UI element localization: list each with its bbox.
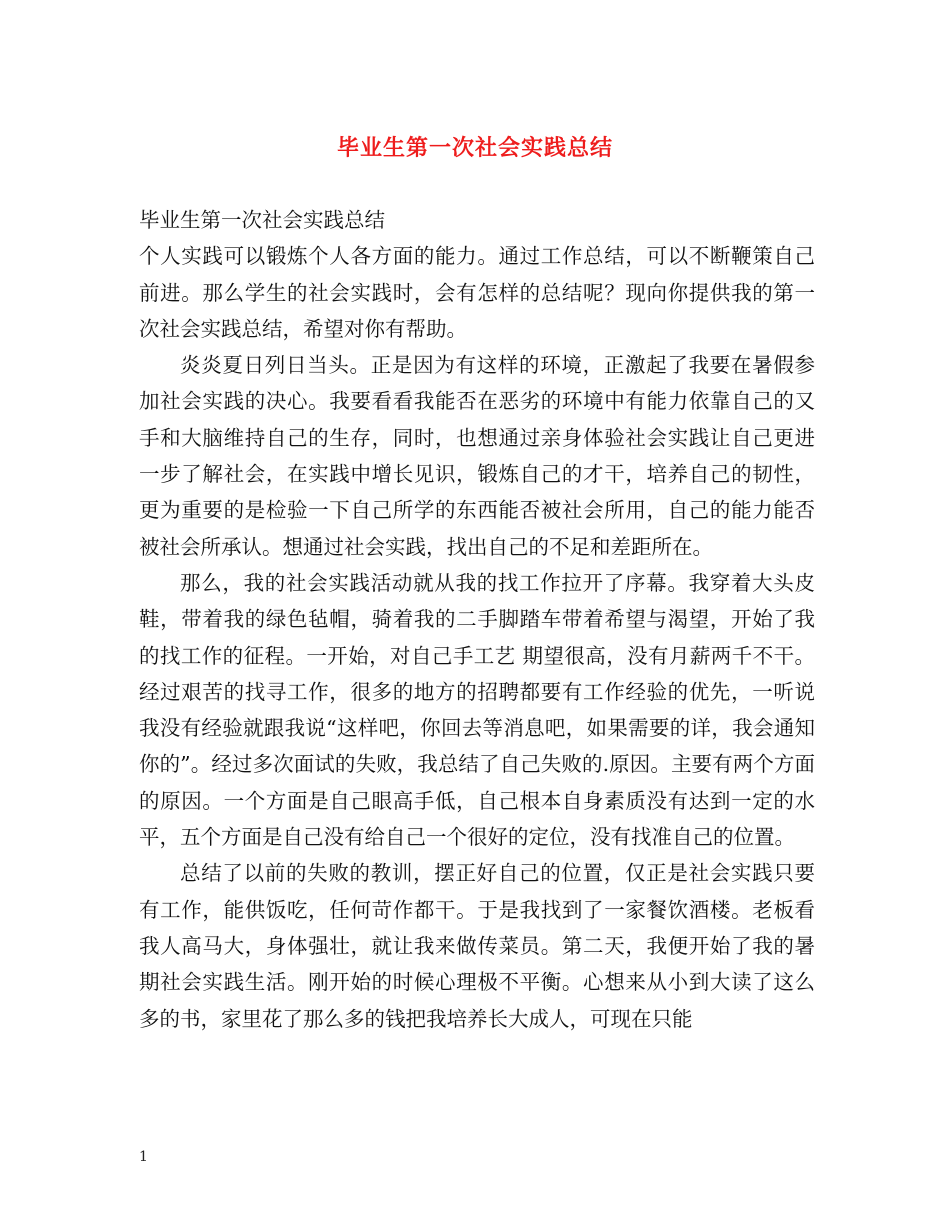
- paragraph-3: 总结了以前的失败的教训，摆正好自己的位置，仅正是社会实践只要有工作，能供饭吃，任何苛作都干。于是我找到了一家餐饮酒楼。老板看我人高马大，身体强壮，就让我来做传菜员。第二天，我便开始了我的暑期社会实践生活。刚开始的时候心理极不平衡。心想来从小到大读了这么多的书，家里花了那么多的钱把我培养长大成人，可现在只能: [139, 861, 815, 1031]
- page-number: 1: [139, 1149, 148, 1165]
- paragraph-2: 那么，我的社会实践活动就从我的找工作拉开了序幕。我穿着大头皮鞋，带着我的绿色毡帽，骑着我的二手脚踏车带着希望与渴望，开始了我的找工作的征程。一开始，对自己手工艺 期望很高，没有月薪两千不干。经过艰苦的找寻工作，很多的地方的招聘都要有工作经验的优先，一听说我没有经验就跟我说“这样吧，你回去等消息吧，如果需要的详，我会通知你的”。经过多次面试的失败，我总结了自己失败的.原因。主要有两个方面的原因。一个方面是自己眼高手低，自己根本自身素质没有达到一定的水平，五个方面是自己没有给自己一个很好的定位，没有找准自己的位置。: [139, 570, 815, 850]
- document-subtitle: 毕业生第一次社会实践总结: [139, 208, 385, 232]
- document-body: [139, 202, 815, 1037]
- paragraph-intro: 个人实践可以锻炼个人各方面的能力。通过工作总结，可以不断鞭策自己前进。那么学生的社会实践时，会有怎样的总结呢？现向你提供我的第一次社会实践总结，希望对你有帮助。: [139, 244, 815, 341]
- paragraph-1: 炎炎夏日列日当头。正是因为有这样的环境，正激起了我要在暑假参加社会实践的决心。我要看看我能否在恶劣的环境中有能力依靠自己的又手和大脑维持自己的生存，同时，也想通过亲身体验社会实践让自己更进一步了解社会，在实践中增长见识，锻炼自己的才干，培养自己的韧性，更为重要的是检验一下自己所学的东西能否被社会所用，自己的能力能否被社会所承认。想通过社会实践，找出自己的不足和差距所在。: [139, 353, 815, 559]
- document-title: 毕业生第一次社会实践总结: [336, 135, 613, 161]
